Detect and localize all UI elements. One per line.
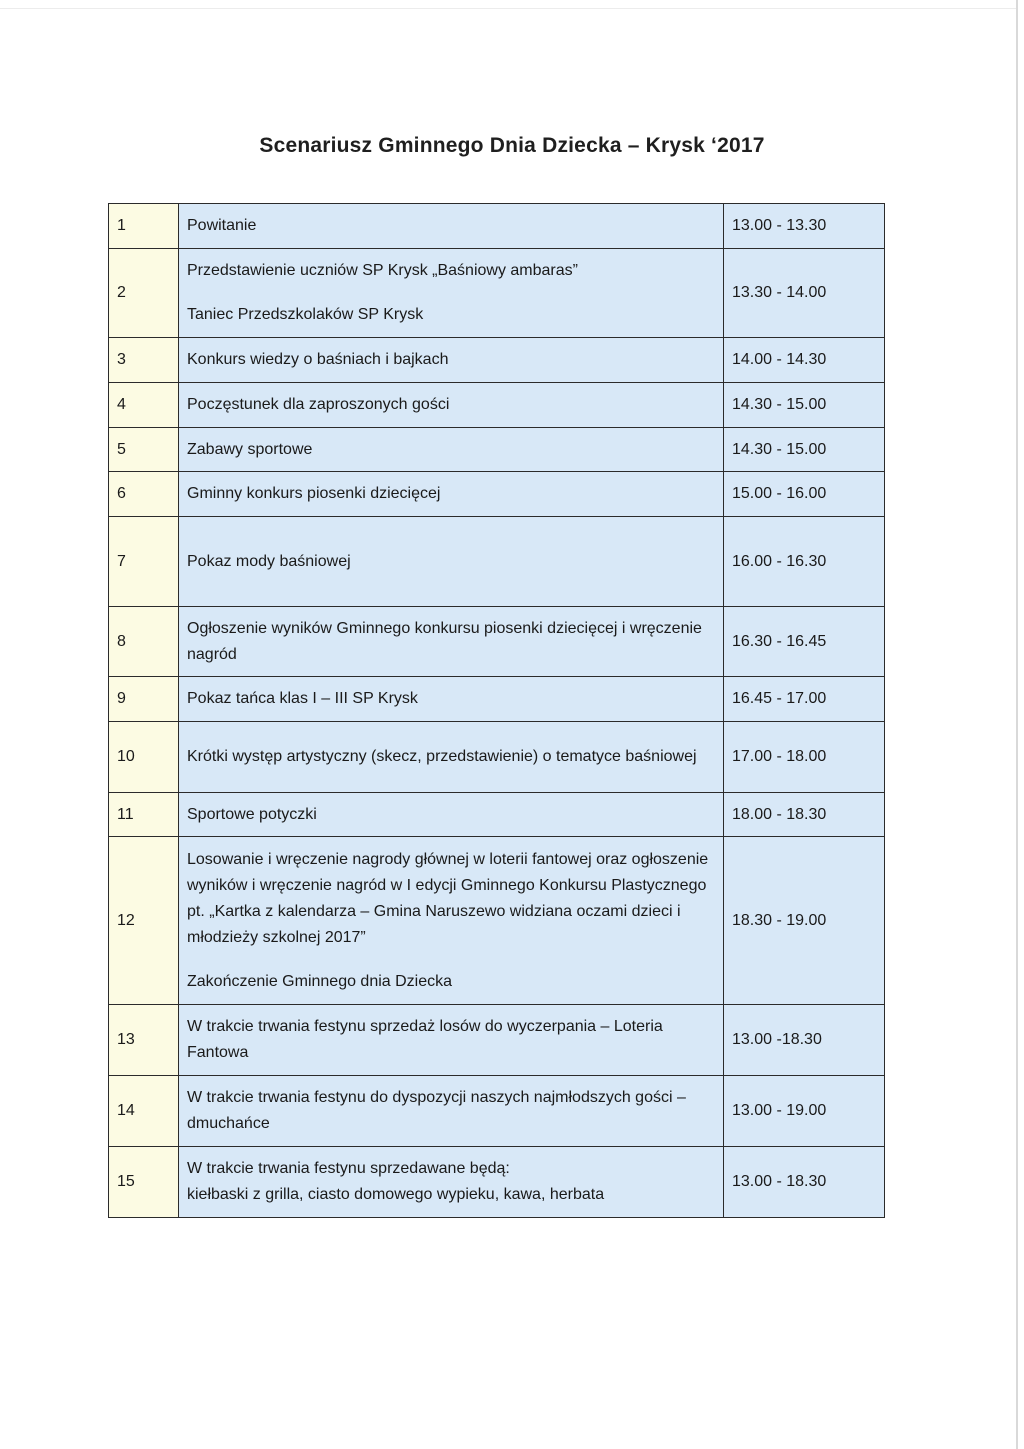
row-description (179, 793, 724, 837)
row-description (179, 472, 724, 517)
table-row (109, 1147, 885, 1218)
row-description (179, 1076, 724, 1147)
row-time: 13.00 - 19.00 (724, 1076, 885, 1147)
row-number: 12 (109, 837, 179, 1005)
row-time: 13.00 - 18.30 (724, 1147, 885, 1218)
row-time: 14.30 - 15.00 (724, 428, 885, 472)
row-time: 16.45 - 17.00 (724, 677, 885, 722)
row-description-line: kiełbaski z grilla, ciasto domowego wypieku, kawa, herbata (187, 1186, 605, 1203)
row-description (179, 338, 724, 383)
table-row (109, 722, 885, 793)
table-row (109, 517, 885, 607)
table-row (109, 383, 885, 428)
row-description-line: W trakcie trwania festynu sprzedaż losów do wyczerpania – Loteria Fantowa (187, 1018, 663, 1061)
row-number: 6 (109, 472, 179, 517)
table-row (109, 677, 885, 722)
row-number: 14 (109, 1076, 179, 1147)
row-number: 7 (109, 517, 179, 607)
row-time: 18.00 - 18.30 (724, 793, 885, 837)
row-description (179, 722, 724, 793)
row-description-line: Poczęstunek dla zaproszonych gości (187, 396, 450, 413)
row-number: 15 (109, 1147, 179, 1218)
row-description (179, 607, 724, 677)
row-time: 13.00 -18.30 (724, 1005, 885, 1076)
row-number: 9 (109, 677, 179, 722)
row-time: 13.00 - 13.30 (724, 204, 885, 249)
row-description-line: Sportowe potyczki (187, 805, 317, 823)
row-description-line: Losowanie i wręczenie nagrody głównej w loterii fantowej oraz ogłoszenie wyników i wręczenie nagród w I edycji Gminnego Konkursu Plastycznego pt. „Kartka z kalendarza – Gmina Naruszewo widziana oczami dzieci i młodzieży szkolnej 2017” (187, 850, 709, 946)
row-number: 1 (109, 204, 179, 249)
row-number: 4 (109, 383, 179, 428)
row-number: 10 (109, 722, 179, 793)
row-description-line: Ogłoszenie wyników Gminnego konkursu piosenki dziecięcej i wręczenie nagród (187, 619, 702, 663)
row-number: 13 (109, 1005, 179, 1076)
row-description-line: Zabawy sportowe (187, 440, 313, 458)
row-number: 5 (109, 428, 179, 472)
row-description (179, 383, 724, 428)
row-number: 3 (109, 338, 179, 383)
row-description-line: Przedstawienie uczniów SP Krysk „Baśniowy ambaras” (187, 262, 578, 279)
row-description (179, 428, 724, 472)
scan-edge-top (0, 8, 1016, 9)
row-description (179, 517, 724, 607)
row-number: 2 (109, 249, 179, 338)
row-description (179, 837, 724, 1005)
page-title: Scenariusz Gminnego Dnia Dziecka – Krysk ‘2017 (259, 134, 765, 157)
row-description (179, 1005, 724, 1076)
row-description-line: Powitanie (187, 217, 257, 234)
table-row (109, 1005, 885, 1076)
row-time: 14.00 - 14.30 (724, 338, 885, 383)
row-description-line: Gminny konkurs piosenki dziecięcej (187, 485, 441, 502)
row-description (179, 249, 724, 338)
row-number: 11 (109, 793, 179, 837)
table-row (109, 607, 885, 677)
row-time: 15.00 - 16.00 (724, 472, 885, 517)
row-description-line: Zakończenie Gminnego dnia Dziecka (187, 972, 453, 990)
row-time: 14.30 - 15.00 (724, 383, 885, 428)
table-row (109, 428, 885, 472)
row-description-line: W trakcie trwania festynu sprzedawane będą: (187, 1160, 510, 1177)
row-time: 17.00 - 18.00 (724, 722, 885, 793)
table-row (109, 338, 885, 383)
row-description-line: W trakcie trwania festynu do dyspozycji naszych najmłodszych gości – dmuchańce (187, 1089, 686, 1132)
row-description-line: Konkurs wiedzy o baśniach i bajkach (187, 351, 449, 368)
schedule-table (108, 203, 885, 1218)
table-row (109, 793, 885, 837)
row-description-line: Taniec Przedszkolaków SP Krysk (187, 306, 424, 323)
row-description (179, 1147, 724, 1218)
table-row (109, 472, 885, 517)
table-row (109, 837, 885, 1005)
row-time: 18.30 - 19.00 (724, 837, 885, 1005)
table-row (109, 249, 885, 338)
row-time: 16.30 - 16.45 (724, 607, 885, 677)
row-description-line: Pokaz tańca klas I – III SP Krysk (187, 690, 418, 707)
row-time: 13.30 - 14.00 (724, 249, 885, 338)
row-description-line: Pokaz mody baśniowej (187, 552, 351, 570)
table-row (109, 1076, 885, 1147)
row-description-line: Krótki występ artystyczny (skecz, przedstawienie) o tematyce baśniowej (187, 748, 697, 765)
row-description (179, 204, 724, 249)
row-number: 8 (109, 607, 179, 677)
row-time: 16.00 - 16.30 (724, 517, 885, 607)
row-description (179, 677, 724, 722)
table-row (109, 204, 885, 249)
scan-edge-right (1016, 0, 1018, 1449)
